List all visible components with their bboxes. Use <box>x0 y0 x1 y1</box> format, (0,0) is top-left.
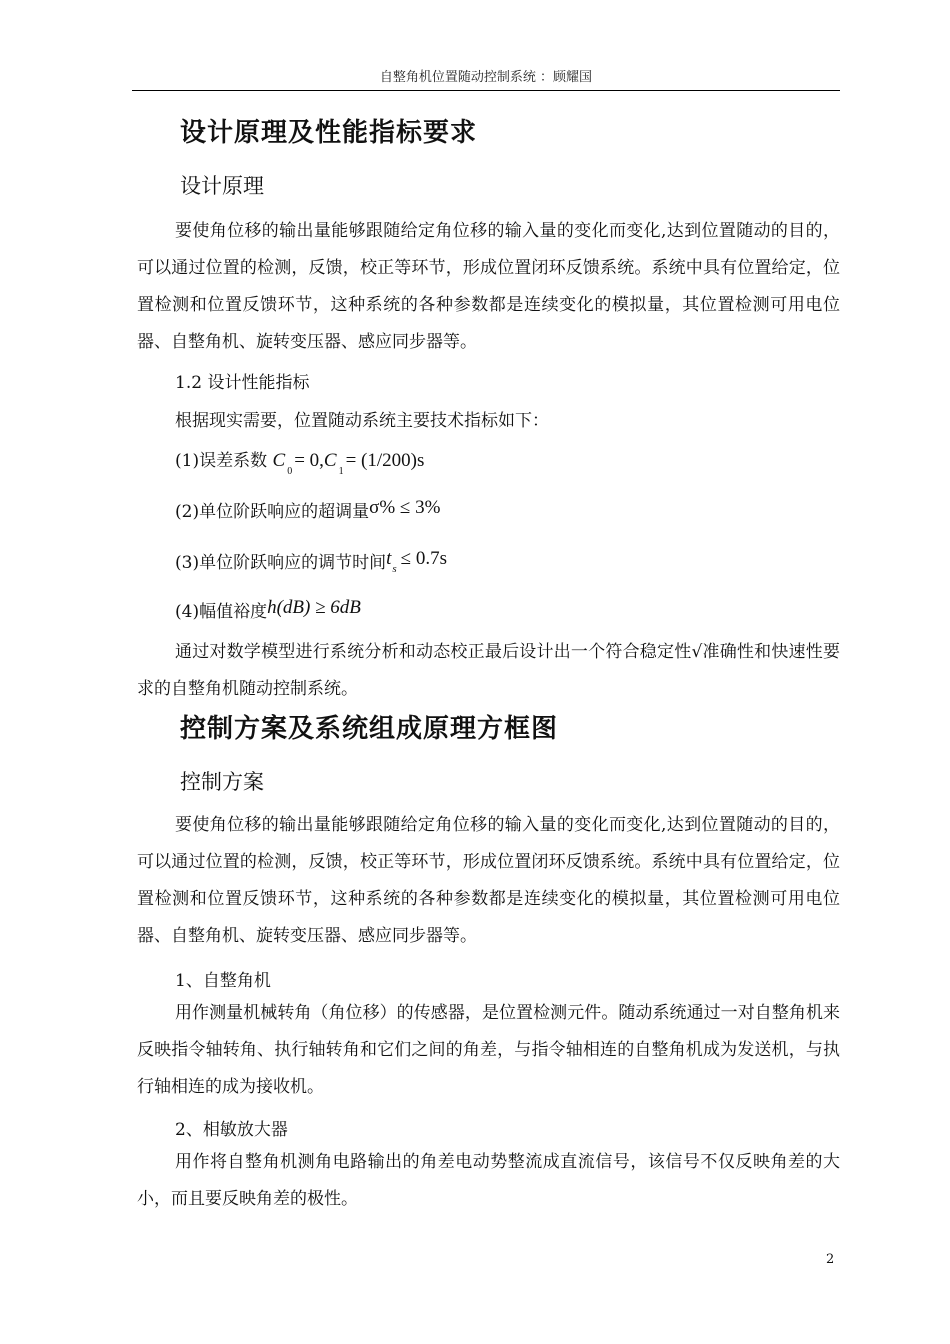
spec-label: (1)误差系数 <box>175 451 268 471</box>
page-header: 自整角机位置随动控制系统 ：顾耀国 <box>132 68 840 91</box>
spec-sub-heading: 1.2 设计性能指标 <box>175 373 310 393</box>
subsection-title-design-principle: 设计原理 <box>180 174 264 198</box>
error-coefficient-formula: $C_0= 0,C_1= (1/200)s$ <box>272 450 425 477</box>
subsection-title-control-scheme: 控制方案 <box>180 770 264 794</box>
item2-paragraph: 用作将自整角机测角电路输出的角差电动势整流成直流信号，该信号不仅反映角差的大小，而且要反映角差的极性。 <box>137 1152 840 1209</box>
spec-overshoot <box>175 497 440 523</box>
spec-error-coefficient <box>175 446 425 477</box>
spec-settling-time <box>175 548 447 574</box>
overshoot-formula: σ% ≤ 3% <box>369 497 441 518</box>
item1-heading: 1、自整角机 <box>175 971 271 991</box>
section-title-control-scheme: 控制方案及系统组成原理方框图 <box>180 714 559 744</box>
spec-label: (3)单位阶跃响应的调节时间 <box>175 553 387 573</box>
item1-paragraph: 用作测量机械转角（角位移）的传感器，是位置检测元件。随动系统通过一对自整角机来反映指令轴转角、执行轴转角和它们之间的角差，与指令轴相连的自整角机成为发送机，与执行轴相连的成为接收机。 <box>137 1003 840 1097</box>
spec-gain-margin <box>175 597 361 623</box>
design-principle-paragraph: 要使角位移的输出量能够跟随给定角位移的输入量的变化而变化,达到位置随动的目的，可以通过位置的检测，反馈，校正等环节，形成位置闭环反馈系统。系统中具有位置给定，位置检测和位置反馈环节，这种系统的各种参数都是连续变化的模拟量，其位置检测可用电位器、自整角机、旋转变压器、感应同步器等。 <box>137 221 840 352</box>
spec-intro: 根据现实需要，位置随动系统主要技术指标如下： <box>175 411 549 431</box>
gain-margin-formula: h(dB) ≥ 6dB <box>267 597 361 618</box>
spec-label: (4)幅值裕度 <box>175 602 268 622</box>
spec-label: (2)单位阶跃响应的超调量 <box>175 502 370 522</box>
design-conclusion-paragraph: 通过对数学模型进行系统分析和动态校正最后设计出一个符合稳定性√准确性和快速性要求的自整角机随动控制系统。 <box>137 642 840 699</box>
page-number: 2 <box>826 1252 835 1267</box>
section-title-design-principle: 设计原理及性能指标要求 <box>180 118 478 148</box>
control-scheme-paragraph: 要使角位移的输出量能够跟随给定角位移的输入量的变化而变化,达到位置随动的目的，可以通过位置的检测，反馈，校正等环节，形成位置闭环反馈系统。系统中具有位置给定，位置检测和位置反馈环节，这种系统的各种参数都是连续变化的模拟量，其位置检测可用电位器、自整角机、旋转变压器、感应同步器等。 <box>137 815 840 946</box>
item2-heading: 2、相敏放大器 <box>175 1120 288 1140</box>
settling-time-formula: $t_s \le 0.7s$ <box>386 548 447 575</box>
